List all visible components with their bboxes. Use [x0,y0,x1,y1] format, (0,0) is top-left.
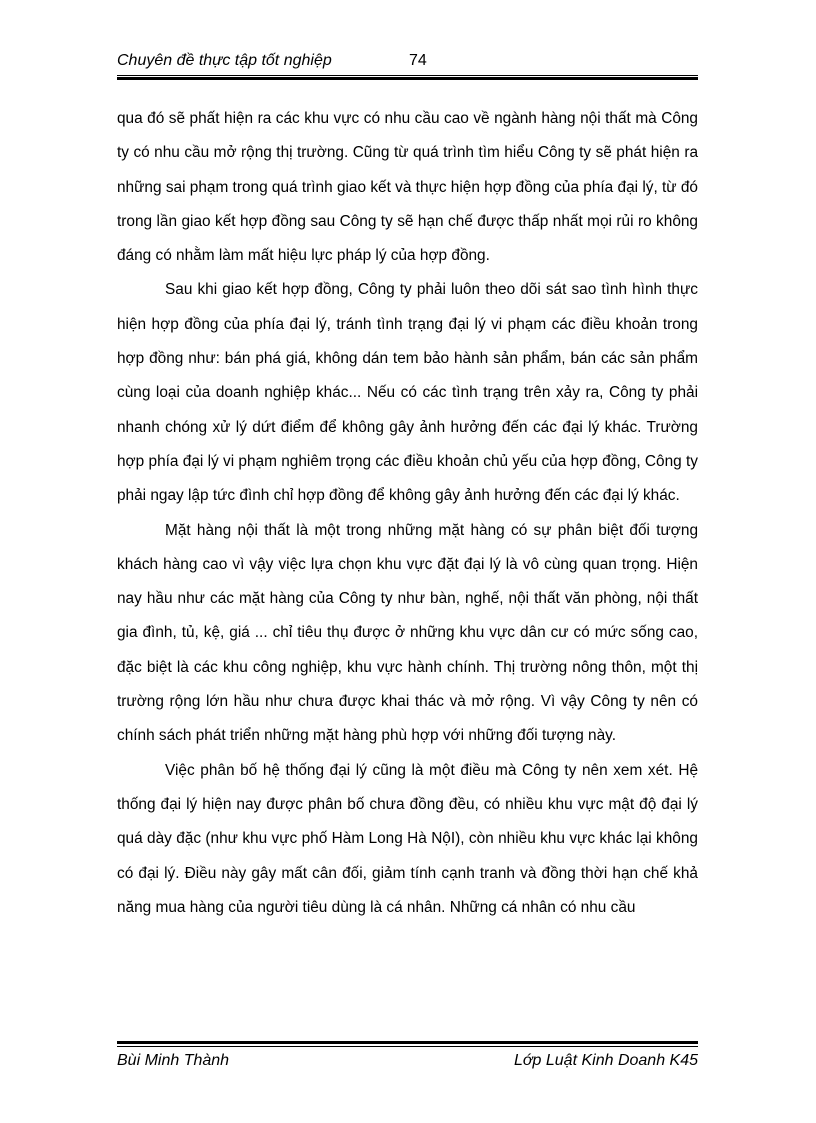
paragraph-2: Sau khi giao kết hợp đồng, Công ty phải luôn theo dõi sát sao tình hình thực hiện hợp đồng của phía đại lý, tránh tình trạng đại lý vi phạm các điều khoản trong hợp đồng như: bán phá giá, không dán tem bảo hành sản phẩm, bán các sản phẩm cùng loại của doanh nghiệp khác... Nếu có các tình trạng trên xảy ra, Công ty phải nhanh chóng xử lý dứt điểm để không gây ảnh hưởng đến các đại lý khác. Trường hợp phía đại lý vi phạm nghiêm trọng các điều khoản chủ yếu của hợp đồng, Công ty phải ngay lập tức đình chỉ hợp đồng để không gây ảnh hưởng đến các đại lý khác. [117,281,698,505]
footer-class: Lớp Luật Kinh Doanh K45 [513,1052,698,1069]
header-rule-thick [117,77,698,80]
paragraph-1: qua đó sẽ phất hiện ra các khu vực có nhu cầu cao về ngành hàng nội thất mà Công ty có nhu cầu mở rộng thị trường. Cũng từ quá trình tìm hiểu Công ty sẽ phát hiện ra những sai phạm trong quá trình giao kết và thực hiện hợp đồng của phía đại lý, từ đó trong lần giao kết hợp đồng sau Công ty sẽ hạn chế được thấp nhất mọi rủi ro không đáng có nhằm làm mất hiệu lực pháp lý của hợp đồng. [117,110,698,265]
footer-rule-thick [117,1041,698,1044]
footer-rule-thin [117,1046,698,1047]
page-header [117,52,698,76]
paragraph-4: Việc phân bố hệ thống đại lý cũng là một điều mà Công ty nên xem xét. Hệ thống đại lý hiện nay được phân bố chưa đồng đều, có nhiều khu vực mật độ đại lý quá dày đặc (như khu vực phố Hàm Long Hà NộI), còn nhiều khu vực khác lại không có đại lý. Điều này gây mất cân đối, giảm tính cạnh tranh và đồng thời hạn chế khả năng mua hàng của người tiêu dùng là cá nhân. Những cá nhân có nhu cầu [117,761,698,916]
page-number: 74 [409,52,427,69]
paragraph-3: Mặt hàng nội thất là một trong những mặt hàng có sự phân biệt đối tượng khách hàng cao vì vậy việc lựa chọn khu vực đặt đại lý là vô cùng quan trọng. Hiện nay hầu như các mặt hàng của Công ty như bàn, nghế, nội thất văn phòng, nội thất gia đình, tủ, kệ, giá ... chỉ tiêu thụ được ở những khu vực dân cư có mức sống cao, đặc biệt là các khu công nghiệp, khu vực hành chính. Thị trường nông thôn, một thị trường rộng lớn hầu như chưa được khai thác và mở rộng. Vì vậy Công ty nên có chính sách phát triển những mặt hàng phù hợp với những đối tượng này. [117,521,698,745]
footer-author: Bùi Minh Thành [117,1052,230,1069]
body-text [117,102,698,925]
document-title: Chuyên đề thực tập tốt nghiệp [117,52,332,69]
header-rule-thin [117,75,698,76]
